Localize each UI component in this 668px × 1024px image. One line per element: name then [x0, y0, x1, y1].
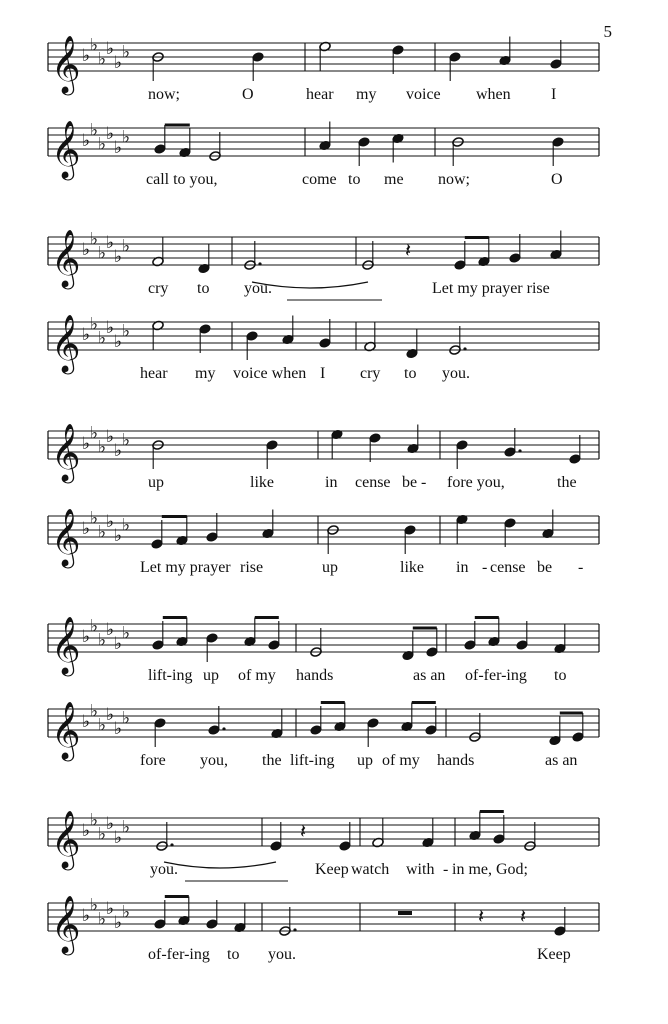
lyric-syllable: - [421, 474, 427, 491]
lyric-syllable: - [578, 559, 584, 576]
lyric-syllable: the [262, 752, 282, 769]
flat-icon: ♭ [106, 512, 115, 532]
flat-icon: ♭ [106, 318, 115, 338]
lyric-syllable: be [537, 559, 553, 576]
flat-icon: ♭ [90, 423, 99, 444]
lyric-syllable: lift-ing [290, 752, 335, 769]
flat-icon: ♭ [122, 623, 131, 644]
treble-clef-icon: 𝄞 [51, 314, 81, 372]
lyric-syllable: lift-ing [148, 667, 193, 684]
treble-clef-icon: 𝄞 [51, 810, 81, 868]
flat-icon: ♭ [122, 321, 131, 342]
flat-icon: ♭ [114, 526, 123, 546]
lyric-syllable: the [557, 474, 577, 491]
lyric-syllable: as an [413, 667, 446, 684]
lyric-syllable: in [456, 559, 469, 576]
flat-icon: ♭ [106, 899, 115, 919]
flat-icon: ♭ [98, 437, 107, 458]
lyric-syllable: now; [438, 171, 470, 188]
flat-icon: ♭ [106, 427, 115, 447]
flat-icon: ♭ [98, 243, 107, 264]
flat-icon: ♭ [114, 53, 123, 73]
flat-icon: ♭ [82, 325, 91, 345]
treble-clef-icon: 𝄞 [51, 508, 81, 566]
flat-icon: ♭ [90, 895, 99, 916]
flat-icon: ♭ [114, 441, 123, 461]
lyric-syllable: O [242, 86, 254, 103]
flat-icon: ♭ [114, 332, 123, 352]
flat-icon: ♭ [106, 620, 115, 640]
quarter-rest-icon: 𝄽 [478, 904, 485, 928]
flat-icon: ♭ [114, 828, 123, 848]
lyric-syllable: I [551, 86, 557, 103]
lyric-syllable: I [320, 365, 326, 382]
flat-icon: ♭ [114, 138, 123, 158]
note-dot [222, 727, 225, 730]
lyric-syllable: hands [296, 667, 334, 684]
lyric-syllable: like [400, 559, 424, 576]
flat-icon: ♭ [82, 627, 91, 647]
lyric-syllable: up [322, 559, 338, 576]
note-dot [463, 347, 466, 350]
flat-icon: ♭ [122, 902, 131, 923]
flat-icon: ♭ [122, 236, 131, 257]
lyric-syllable: come [302, 171, 337, 188]
flat-icon: ♭ [90, 616, 99, 637]
lyric-syllable: Let my prayer [140, 559, 231, 576]
flat-icon: ♭ [82, 519, 91, 539]
flat-icon: ♭ [90, 120, 99, 141]
lyric-syllable: call to you, [146, 171, 218, 188]
page-number: 5 [603, 22, 612, 41]
flat-icon: ♭ [82, 240, 91, 260]
flat-icon: ♭ [98, 522, 107, 543]
lyric-syllable: when [476, 86, 511, 103]
lyric-syllable: of my [382, 752, 420, 769]
lyric-syllable: rise [240, 559, 264, 576]
flat-icon: ♭ [90, 508, 99, 529]
flat-icon: ♭ [82, 821, 91, 841]
lyric-syllable: hands [437, 752, 475, 769]
flat-icon: ♭ [114, 719, 123, 739]
flat-icon: ♭ [122, 42, 131, 63]
treble-clef-icon: 𝄞 [51, 120, 81, 178]
flat-icon: ♭ [106, 39, 115, 59]
treble-clef-icon: 𝄞 [51, 701, 81, 759]
lyric-syllable: fore you, [447, 474, 505, 491]
lyric-syllable: my [356, 86, 377, 103]
treble-clef-icon: 𝄞 [51, 616, 81, 674]
lyric-syllable: to [197, 280, 210, 297]
flat-icon: ♭ [106, 124, 115, 144]
lyric-syllable: cry [360, 365, 381, 382]
lyric-syllable: as an [545, 752, 578, 769]
flat-icon: ♭ [98, 824, 107, 845]
treble-clef-icon: 𝄞 [51, 229, 81, 287]
lyric-syllable: of-fer-ing [465, 667, 527, 684]
flat-icon: ♭ [98, 134, 107, 155]
lyric-syllable: you. [442, 365, 470, 382]
note-dot [518, 449, 521, 452]
lyric-syllable: to [404, 365, 417, 382]
lyric-syllable: my [195, 365, 216, 382]
lyric-syllable: O [551, 171, 563, 188]
lyric-syllable: Keep [315, 861, 349, 878]
lyric-syllable: you, [200, 752, 228, 769]
flat-icon: ♭ [122, 430, 131, 451]
flat-icon: ♭ [90, 314, 99, 335]
flat-icon: ♭ [90, 229, 99, 250]
lyric-syllable: - [482, 559, 488, 576]
flat-icon: ♭ [98, 49, 107, 70]
note-dot [258, 262, 261, 265]
whole-rest-icon [398, 911, 412, 915]
lyric-syllable: cense [355, 474, 391, 491]
lyric-syllable: Keep [537, 946, 571, 963]
lyric-syllable: hear [140, 365, 168, 382]
quarter-rest-icon: 𝄽 [405, 238, 412, 262]
lyric-syllable: Let my prayer rise [432, 280, 550, 297]
note-dot [293, 928, 296, 931]
lyric-syllable: me [384, 171, 404, 188]
flat-icon: ♭ [106, 233, 115, 253]
flat-icon: ♭ [122, 515, 131, 536]
flat-icon: ♭ [98, 909, 107, 930]
lyric-syllable: of my [238, 667, 276, 684]
quarter-rest-icon: 𝄽 [520, 904, 527, 928]
lyric-syllable: voice when [233, 365, 307, 382]
lyric-syllable: to [227, 946, 240, 963]
quarter-rest-icon: 𝄽 [300, 819, 307, 843]
lyric-syllable: - [443, 861, 449, 878]
flat-icon: ♭ [98, 328, 107, 349]
lyric-syllable: fore [140, 752, 166, 769]
lyric-syllable: cense [490, 559, 526, 576]
lyric-syllable: you. [150, 861, 178, 878]
treble-clef-icon: 𝄞 [51, 423, 81, 481]
flat-icon: ♭ [114, 247, 123, 267]
flat-icon: ♭ [82, 906, 91, 926]
lyric-syllable: up [148, 474, 164, 491]
lyric-syllable: to [554, 667, 567, 684]
lyric-syllable: up [357, 752, 373, 769]
lyric-syllable: you. [244, 280, 272, 297]
lyric-syllable: to [348, 171, 361, 188]
lyric-syllable: be [402, 474, 418, 491]
flat-icon: ♭ [106, 705, 115, 725]
flat-icon: ♭ [106, 814, 115, 834]
lyric-syllable: in me, God; [452, 861, 528, 878]
lyric-syllable: hear [306, 86, 334, 103]
flat-icon: ♭ [114, 913, 123, 933]
lyric-syllable: you. [268, 946, 296, 963]
flat-icon: ♭ [82, 131, 91, 151]
flat-icon: ♭ [82, 434, 91, 454]
lyric-syllable: now; [148, 86, 180, 103]
treble-clef-icon: 𝄞 [51, 895, 81, 953]
lyric-syllable: watch [351, 861, 390, 878]
lyric-syllable: in [325, 474, 338, 491]
flat-icon: ♭ [90, 810, 99, 831]
flat-icon: ♭ [122, 127, 131, 148]
lyric-syllable: cry [148, 280, 169, 297]
lyric-syllable: up [203, 667, 219, 684]
flat-icon: ♭ [90, 701, 99, 722]
flat-icon: ♭ [90, 35, 99, 56]
lyric-syllable: like [250, 474, 274, 491]
flat-icon: ♭ [122, 708, 131, 729]
flat-icon: ♭ [114, 634, 123, 654]
lyric-syllable: voice [406, 86, 441, 103]
flat-icon: ♭ [82, 46, 91, 66]
flat-icon: ♭ [82, 712, 91, 732]
tie [164, 862, 276, 868]
flat-icon: ♭ [122, 817, 131, 838]
flat-icon: ♭ [98, 630, 107, 651]
note-dot [170, 843, 173, 846]
lyric-syllable: with [406, 861, 435, 878]
flat-icon: ♭ [98, 715, 107, 736]
treble-clef-icon: 𝄞 [51, 35, 81, 93]
lyric-syllable: of-fer-ing [148, 946, 210, 963]
